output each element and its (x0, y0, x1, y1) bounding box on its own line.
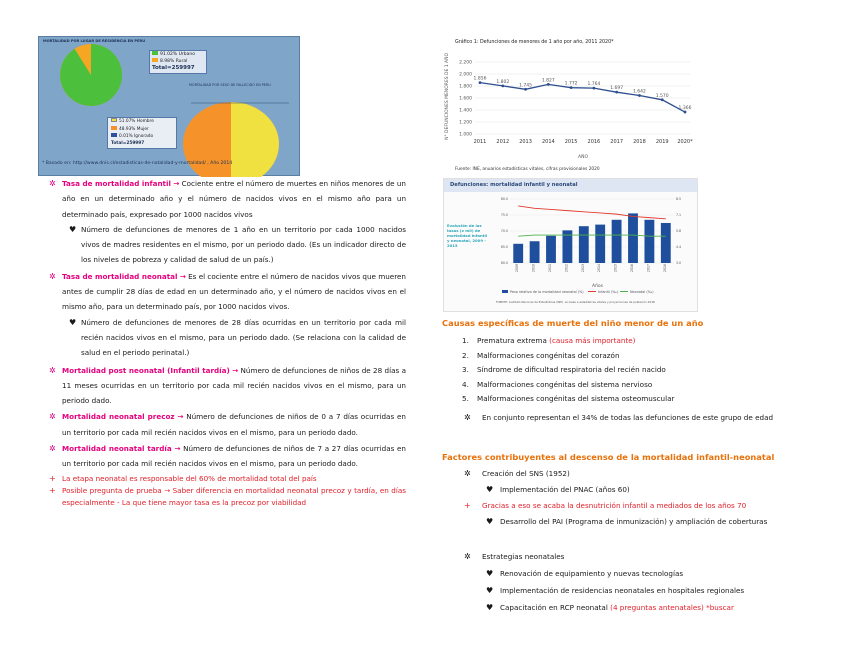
line-xtick-label: 2020* (677, 139, 693, 145)
line-point (570, 86, 573, 89)
line-ytick-label: 1.400 (459, 108, 472, 114)
bar-mark (644, 220, 654, 263)
bar-legend-1: Peso relativo de la mortalidad neonatal (%) (510, 290, 584, 294)
factor-pnac: ♥ Implementación del PNAC (años 60) (500, 483, 630, 497)
line-point (684, 111, 687, 114)
bar-xtick-label: 2009 (515, 263, 520, 273)
pie2-legend (107, 117, 177, 149)
bar-ytick-left: 80.0 (500, 197, 508, 201)
bar-chart (492, 193, 697, 313)
line-point (615, 91, 618, 94)
line-chart-title: Gráfico 1: Defunciones de menores de 1 año por año, 2011 2020* (455, 40, 614, 45)
line-data-label: 1.697 (610, 86, 624, 92)
bar-xtick-label: 2011 (548, 263, 552, 273)
bar-xtick-label: 2014 (597, 263, 602, 273)
line-data-label: 1.745 (519, 83, 533, 89)
def-neonatal-sub: ♥ Número de defunciones de menores de 28 días ocurridas en un territorio por cada mil recién nacidos vivos en el mismo, para un periodo dado. (Se relaciona con la calidad de salud en el periodo perinatal.) (81, 315, 406, 361)
line-ytick-label: 1.600 (459, 96, 472, 102)
gear-bullet-icon: ✲ (49, 271, 56, 281)
def-post-neonatal: ✲ Mortalidad post neonatal (Infantil tardía) → Número de defunciones de niños de 28 días a 11 meses ocurridas en un territorio por cada mil recién nacidos vivos en el mismo, para un periodo dado. (62, 363, 406, 409)
bar-ytick-left: 60.0 (500, 261, 508, 265)
gear-bullet-icon: ✲ (464, 469, 471, 478)
plus-icon: + (464, 501, 471, 510)
mortality-pie-figure (38, 36, 300, 176)
bar-mark (513, 244, 523, 263)
causes-heading: Causas específicas de muerte del niño menor de un año (442, 318, 704, 328)
gear-bullet-icon: ✲ (49, 179, 56, 188)
line-data-label: 1.802 (496, 79, 510, 85)
bar-mark (579, 226, 589, 263)
line-point (547, 83, 550, 86)
line-chart-footnote: Fuente: INE, anuarios estadísticas vitales, cifras provisionales 2020 (455, 167, 600, 172)
bar-ytick-right: 5.8 (676, 229, 682, 233)
cause-item-4: 4. Malformaciones congénitas del sistema nervioso (462, 379, 653, 389)
bar-chart-side-caption: Evolución de las tasas (x mil) de mortalidad infantil y neonatal, 2009 - 2015 (447, 223, 488, 248)
heart-bullet-icon: ♥ (486, 586, 494, 595)
pie2-subtitle: MORTALIDAD POR SEXO DE FALLECIDO EN PERU (189, 83, 271, 87)
bar-mark (530, 241, 540, 263)
bar-chart-source: FUENTE: Instituto Nacional de Estadísticas (INE), en base a estadísticas vitales y proyecciones de población 2018 (496, 300, 655, 304)
line-point (638, 94, 641, 97)
bar-ytick-right: 4.4 (676, 245, 682, 249)
bar-ytick-right: 3.0 (676, 261, 682, 265)
line-data-label: 1.772 (564, 81, 578, 87)
line-ytick-label: 1.200 (459, 120, 472, 126)
line-chart-xlabel: AÑO (578, 155, 588, 160)
factor-plus-note: + Gracias a eso se acaba la desnutrición infantil a mediados de los años 70 (482, 499, 746, 513)
def-neonatal: ✲ Tasa de mortalidad neonatal → Es el cociente entre el número de nacidos vivos que mueren antes de cumplir 28 días de edad en un determinado año, y el número de nacidos vivos en el mismo año, para un determinado país, por 1000 nacidos vivos. (62, 269, 406, 315)
bar-xtick-label: 2010 (531, 263, 536, 273)
bar-ytick-left: 65.0 (500, 245, 508, 249)
bar-ytick-left: 75.0 (500, 213, 508, 217)
gear-bullet-icon: ✲ (49, 365, 56, 375)
line-point (592, 87, 595, 90)
heart-bullet-icon: ♥ (486, 485, 494, 494)
def-tardia: ✲ Mortalidad neonatal tardía → Número de defunciones de niños de 7 a 27 días ocurridas en un territorio por cada mil recién nacidos vivos en el mismo, para un periodo dado. (62, 441, 406, 472)
cause-item-3: 3. Síndrome de dificultad respiratoria del recién nacido (462, 365, 666, 374)
bar-mark (661, 223, 671, 263)
def-precoz: ✲ Mortalidad neonatal precoz → Número de defunciones de niños de 0 a 7 días ocurridas en un territorio por cada mil recién nacidos vivos en el mismo, para un periodo dado. (62, 409, 406, 440)
pie-source: * Basado en: http://www.dnis.cl/estadisticas-de-natalidad-y-mortalidad/ , Año 2014 (42, 161, 233, 166)
line-ytick-label: 1.000 (459, 132, 472, 138)
pie1-legend-urban: 91.02% Urbano (152, 51, 206, 58)
infantil-line (518, 206, 666, 219)
gear-bullet-icon: ✲ (464, 552, 471, 561)
def-infantil: ✲ Tasa de mortalidad infantil → Cociente entre el número de muertes en niños menores de un año en un determinado año y el número de nacidos vivos en el mismo año para un determinado país, expresado por 1000 nacidos vivos (62, 176, 406, 222)
line-xtick-label: 2016 (587, 139, 601, 145)
gear-bullet-icon: ✲ (464, 413, 471, 422)
strategy-item-rcp: ♥ Capacitación en RCP neonatal (4 preguntas antenatales) *buscar (500, 601, 734, 615)
pie1-legend-rural: 8.98% Rural (152, 58, 206, 65)
heart-bullet-icon: ♥ (69, 224, 77, 234)
cause-item-1: 1. Prematura extrema (causa más importante) (462, 336, 636, 345)
bar-xtick-label: 2017 (646, 263, 651, 273)
heart-bullet-icon: ♥ (69, 317, 77, 327)
line-data-label: 1.366 (678, 106, 692, 112)
factor-sns: ✲ Creación del SNS (1952) (482, 467, 570, 481)
plus-note-2: + Posible pregunta de prueba → Saber diferencia en mortalidad neonatal precoz y tardía, en días especialmente - La que tiene mayor tasa es la precoz por viabilidad (49, 485, 406, 507)
bar-legend-2: Infantil (‰) (598, 290, 619, 294)
line-chart (440, 50, 700, 168)
line-xtick-label: 2014 (541, 139, 555, 145)
line-point (501, 84, 504, 87)
line-data-label: 1.764 (587, 82, 601, 88)
line-point (479, 81, 482, 84)
strategy-item-2: ♥ Implementación de residencias neonatales en hospitales regionales (500, 584, 744, 598)
left-definitions (49, 176, 407, 509)
plus-icon: + (49, 473, 56, 483)
bar-xtick-label: 2012 (564, 263, 569, 273)
heart-bullet-icon: ♥ (486, 603, 494, 612)
line-ytick-label: 2.200 (459, 60, 472, 66)
term-infantil: Tasa de mortalidad infantil (62, 179, 171, 188)
bar-ytick-left: 70.0 (500, 229, 508, 233)
bar-chart-figure (443, 178, 698, 312)
line-data-label: 1.570 (655, 93, 669, 99)
line-xtick-label: 2018 (633, 139, 646, 145)
causes-summary: ✲ En conjunto representan el 34% de todas las defunciones de este grupo de edad (482, 411, 812, 425)
bar-xtick-label: 2013 (580, 263, 585, 273)
pie1-legend (149, 50, 207, 74)
factor-pai: ♥ Desarrollo del PAI (Programa de inmunización) y ampliación de coberturas (500, 515, 812, 529)
line-xtick-label: 2011 (473, 139, 487, 145)
pie-figure-title: MORTALIDAD POR LUGAR DE RESIDENCIA EN PERU (43, 39, 146, 43)
def-infantil-sub: ♥ Número de defunciones de menores de 1 año en un territorio por cada 1000 nacidos vivos de madres residentes en el mismo, por un periodo dado. (Es un indicador directo de los niveles de pobreza y calidad de salud de un país.) (81, 222, 406, 268)
bar-mark (546, 236, 556, 263)
bar-xtick-label: 2018 (662, 263, 667, 273)
line-point (661, 98, 664, 101)
line-xtick-label: 2012 (496, 139, 510, 145)
pie2-legend-ignorado: 0.01% Ignorado (111, 133, 176, 141)
bar-xtick-label: 2015 (613, 263, 618, 273)
line-xtick-label: 2015 (564, 139, 578, 145)
bar-chart-xlabel: Años (592, 284, 604, 289)
bar-mark (612, 220, 622, 263)
cause-item-2: 2. Malformaciones congénitas del corazón (462, 350, 620, 360)
line-data-label: 1.856 (473, 76, 487, 82)
bar-ytick-right: 7.1 (676, 213, 682, 217)
line-series (480, 83, 685, 112)
heart-bullet-icon: ♥ (486, 517, 494, 526)
bar-legend-3: Neonatal (‰) (630, 290, 654, 294)
pie1-urban-slice (60, 44, 122, 106)
pie2-legend-mujer: 48.93% Mujer (111, 126, 176, 134)
bar-xtick-label: 2016 (630, 263, 634, 273)
line-ytick-label: 1.800 (459, 84, 472, 90)
def-infantil-text: Cociente entre el número de muertes en niños menores de un año en un determinado año y el número de nacidos vivos en el mismo año para un determinado país, expresado por 1000 nacidos vivos (62, 179, 406, 219)
line-xtick-label: 2013 (519, 139, 532, 145)
heart-bullet-icon: ♥ (486, 569, 494, 578)
bar-mark (595, 225, 605, 263)
gear-bullet-icon: ✲ (49, 412, 56, 422)
factors-heading: Factores contribuyentes al descenso de la mortalidad infantil-neonatal (442, 452, 775, 462)
factor-strategies: ✲ Estrategias neonatales (482, 550, 564, 564)
pie2-total: Total=259997 (111, 140, 145, 146)
line-xtick-label: 2019 (655, 139, 669, 145)
neonatal-line (518, 235, 666, 236)
bar-ytick-right: 8.5 (676, 197, 682, 201)
bar-mark (628, 213, 638, 263)
plus-icon: + (49, 485, 56, 495)
line-xtick-label: 2017 (610, 139, 624, 145)
gear-bullet-icon: ✲ (49, 444, 56, 454)
line-data-label: 1.642 (632, 89, 646, 95)
causes-list (462, 334, 812, 407)
pie1-total: Total=259997 (152, 65, 195, 71)
line-chart-ylabel: N° DEFUNCIONES MENORES DE 1 AÑO (445, 52, 450, 140)
line-ytick-label: 2.000 (459, 72, 472, 78)
plus-note-1: + La etapa neonatal es responsable del 60% de mortalidad total del país (49, 473, 317, 483)
line-point (524, 88, 527, 91)
bar-chart-header: Defunciones: mortalidad infantil y neonatal (444, 179, 697, 192)
line-data-label: 1.827 (541, 78, 555, 84)
cause-item-5: 5. Malformaciones congénitas del sistema osteomuscular (462, 394, 675, 403)
pie2-legend-hombre: 51.07% Hombre (111, 118, 176, 126)
strategy-item-1: ♥ Renovación de equipamiento y nuevas tecnologías (500, 567, 683, 581)
